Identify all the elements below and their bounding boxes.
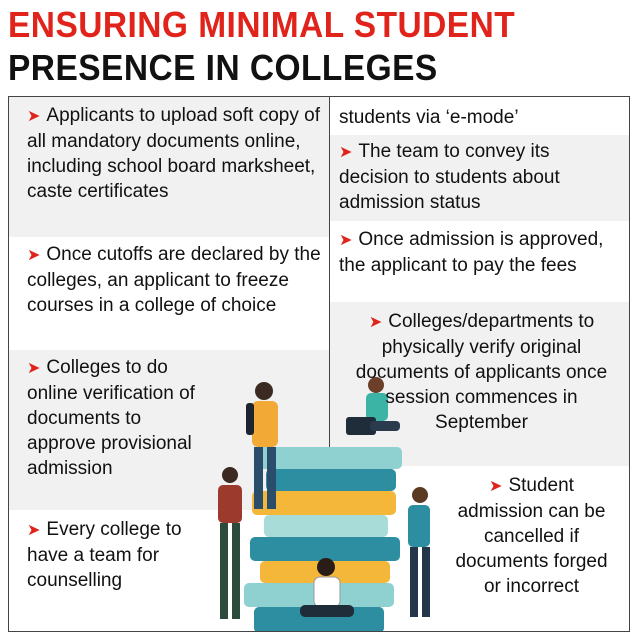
red-arrow-bullet-icon: ➤ <box>368 314 383 331</box>
red-arrow-bullet-icon: ➤ <box>339 144 353 161</box>
right-item-3: ➤ Colleges/departments to physically verify original documents of applicants once session commences in September <box>355 311 608 433</box>
left-item-3: ➤ Colleges to do online verification of documents to approve provisional admission <box>27 357 195 479</box>
headline-line-2: PRESENCE IN COLLEGES <box>8 47 438 88</box>
infographic-panel <box>8 96 630 632</box>
red-arrow-bullet-icon: ➤ <box>27 108 41 125</box>
right-continuation-text: students via ‘e-mode’ <box>339 107 519 128</box>
red-arrow-bullet-icon: ➤ <box>27 247 41 264</box>
right-item-1: ➤ The team to convey its decision to students about admission status <box>339 141 560 213</box>
left-item-2: ➤ Once cutoffs are declared by the colleges, an applicant to freeze courses in a college of choice <box>27 244 321 316</box>
red-arrow-bullet-icon: ➤ <box>339 232 353 249</box>
red-arrow-bullet-icon: ➤ <box>489 478 503 495</box>
headline-line-1: ENSURING MINIMAL STUDENT <box>8 4 516 45</box>
left-item-4: ➤ Every college to have a team for counselling <box>27 519 182 591</box>
right-item-4: ➤ Student admission can be cancelled if documents forged or incorrect <box>455 475 608 597</box>
right-item-2: ➤ Once admission is approved, the applicant to pay the fees <box>339 229 604 276</box>
left-item-1: ➤ Applicants to upload soft copy of all mandatory documents online, including school board marksheet, caste certificates <box>27 105 320 202</box>
red-arrow-bullet-icon: ➤ <box>27 360 41 377</box>
red-arrow-bullet-icon: ➤ <box>27 522 41 539</box>
